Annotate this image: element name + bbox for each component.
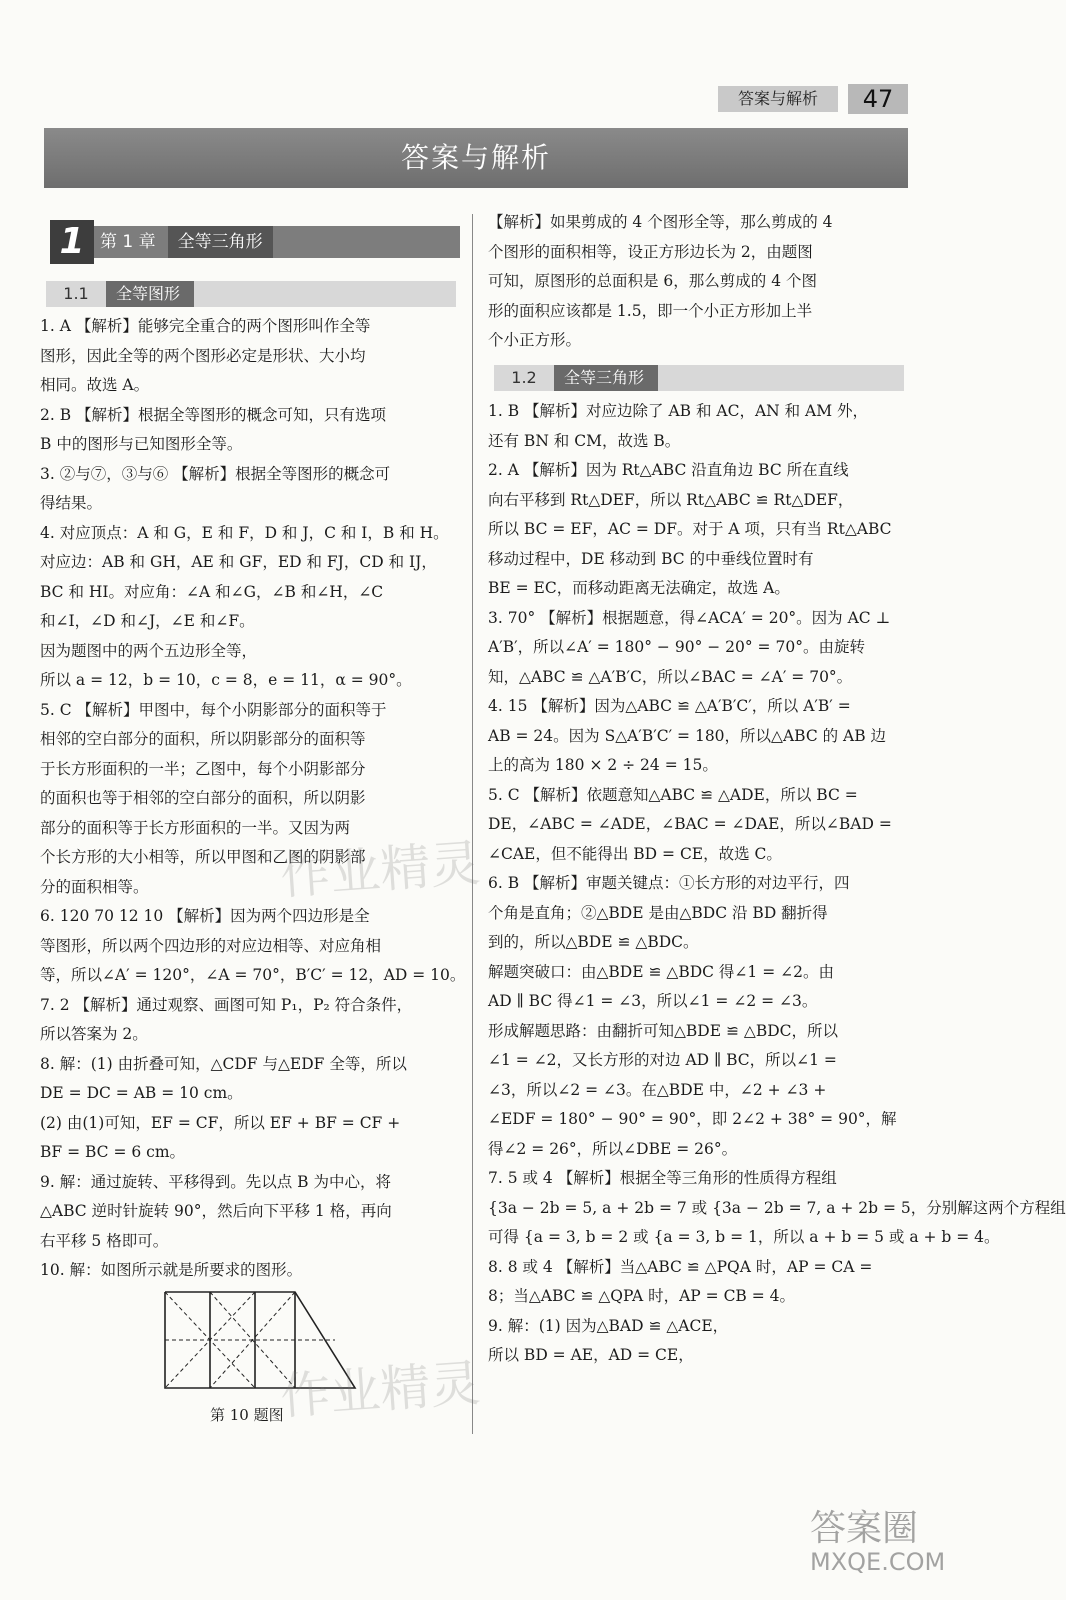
chapter-heading [50, 220, 460, 264]
text-line: 相邻的空白部分的面积，所以阴影部分的面积等 [40, 730, 366, 748]
text-line: AD ∥ BC 得∠1 = ∠3，所以∠1 = ∠2 = ∠3。 [488, 992, 818, 1010]
text-line: 因为题图中的两个五边形全等， [40, 641, 258, 660]
text-line: ∠CAE，但不能得出 BD = CE，故选 C。 [488, 844, 782, 863]
section-heading-1-2 [494, 365, 904, 391]
text-line: 上的高为 180 × 2 ÷ 24 = 15。 [488, 756, 718, 774]
right-column [488, 397, 1066, 1371]
text-line: 9. 解：(1) 因为△BAD ≌ △ACE， [488, 1316, 729, 1335]
watermark-url: MXQE.COM [810, 1548, 946, 1576]
text-line: 3. ②与⑦，③与⑥ 【解析】根据全等图形的概念可 [40, 464, 391, 483]
text-line: 等，所以∠A′ = 120°，∠A = 70°，B′C′ = 12，AD = 10。 [40, 966, 466, 984]
text-line: 分的面积相等。 [40, 877, 149, 896]
text-line: 所以答案为 2。 [40, 1025, 148, 1043]
text-line: △ABC 逆时针旋转 90°，然后向下平移 1 格，再向 [40, 1202, 392, 1220]
text-line: 2. B 【解析】根据全等图形的概念可知，只有选项 [40, 405, 387, 424]
text-line: AB = 24。因为 S△A′B′C′ = 180，所以△ABC 的 AB 边 [488, 726, 887, 745]
text-line: 的面积也等于相邻的空白部分的面积，所以阴影 [40, 789, 366, 807]
chapter-label-text: 第 1 章 [100, 232, 156, 252]
text-line: 1. A 【解析】能够完全重合的两个图形叫作全等 [40, 317, 371, 335]
text-line: 形成解题思路：由翻折可知△BDE ≌ △BDC，所以 [488, 1021, 838, 1040]
text-line: DE，∠ABC = ∠ADE，∠BAC = ∠DAE，所以∠BAD = [488, 815, 892, 833]
text-line: 8. 解：(1) 由折叠可知，△CDF 与△EDF 全等，所以 [40, 1054, 407, 1073]
text-line: 得∠2 = 26°，所以∠DBE = 26°。 [488, 1139, 738, 1158]
text-line: 个小正方形。 [488, 331, 582, 349]
text-line: 可知，原图形的总面积是 6，那么剪成的 4 个图 [488, 272, 818, 290]
text-line: 于长方形面积的一半；乙图中，每个小阴影部分 [40, 759, 366, 778]
figure-caption: 第 10 题图 [210, 1406, 284, 1424]
text-line: 8. 8 或 4 【解析】当△ABC ≌ △PQA 时，AP = CA = [488, 1257, 873, 1276]
text-line: 6. 120 70 12 10 【解析】因为两个四边形是全 [40, 907, 370, 925]
text-line: 移动过程中，DE 移动到 BC 的中垂线位置时有 [488, 549, 814, 568]
text-line: 解题突破口：由△BDE ≌ △BDC 得∠1 = ∠2。由 [488, 962, 834, 981]
text-line: BE = EC，而移动距离无法确定，故选 A。 [488, 579, 790, 597]
chapter-title: 全等三角形 [168, 226, 273, 258]
text-line: 所以 BD = AE，AD = CE， [488, 1346, 694, 1364]
text-line: B 中的图形与已知图形全等。 [40, 435, 243, 453]
text-line: BC 和 HI。对应角：∠A 和∠G，∠B 和∠H，∠C [40, 582, 384, 601]
text-line: (2) 由(1)可知，EF = CF，所以 EF + BF = CF + [40, 1113, 401, 1132]
right-column-continuation [488, 208, 908, 356]
text-line: 个图形的面积相等，设正方形边长为 2，由题图 [488, 242, 813, 261]
text-line: 4. 15 【解析】因为△ABC ≌ △A′B′C′，所以 A′B′ = [488, 697, 851, 715]
text-line: 10. 解：如图所示就是所要求的图形。 [40, 1261, 303, 1279]
section-number: 1.2 [511, 368, 537, 387]
chapter-label [94, 226, 460, 258]
section-heading-1-1 [46, 281, 456, 307]
watermark-logo: 答案圈 [810, 1508, 919, 1549]
text-line: A′B′，所以∠A′ = 180° − 90° − 20° = 70°。由旋转 [488, 638, 865, 656]
text-line: 【解析】如果剪成的 4 个图形全等，那么剪成的 4 [488, 213, 833, 231]
text-line: 6. B 【解析】审题关键点：①长方形的对边平行，四 [488, 874, 850, 892]
text-line: 4. 对应顶点：A 和 G，E 和 F，D 和 J，C 和 I，B 和 H。 [40, 523, 449, 542]
text-line: 3. 70° 【解析】根据题意，得∠ACA′ = 20°。因为 AC ⊥ [488, 608, 891, 627]
text-line: 向右平移到 Rt△DEF，所以 Rt△ABC ≌ Rt△DEF， [488, 490, 854, 509]
section-title: 全等三角形 [554, 365, 658, 391]
text-line: ∠3，所以∠2 = ∠3。在△BDE 中，∠2 + ∠3 + [488, 1080, 827, 1099]
text-line: 个角是直角；②△BDE 是由△BDC 沿 BD 翻折得 [488, 903, 828, 922]
text-line: 右平移 5 格即可。 [40, 1231, 169, 1250]
text-line: 图形，因此全等的两个图形必定是形状、大小均 [40, 346, 366, 365]
text-line: 2. A 【解析】因为 Rt△ABC 沿直角边 BC 所在直线 [488, 461, 849, 479]
text-line: 个长方形的大小相等，所以甲图和乙图的阴影部 [40, 848, 366, 866]
text-line: 和∠I，∠D 和∠J，∠E 和∠F。 [40, 612, 255, 630]
text-line: 7. 2 【解析】通过观察、画图可知 P₁，P₂ 符合条件， [40, 995, 413, 1014]
text-line: ∠EDF = 180° − 90° = 90°，即 2∠2 + 38° = 90°，解 [488, 1110, 897, 1128]
text-line: ∠1 = ∠2，又长方形的对边 AD ∥ BC，所以∠1 = [488, 1051, 837, 1069]
text-line: {3a − 2b = 5, a + 2b = 7 或 {3a − 2b = 7, a + 2b = 5，分别解这两个方程组 [488, 1198, 1066, 1217]
text-line: BF = BC = 6 cm。 [40, 1143, 186, 1161]
text-line: 得结果。 [40, 494, 103, 512]
text-line: 还有 BN 和 CM，故选 B。 [488, 431, 681, 450]
text-line: 形的面积应该都是 1.5，即一个小正方形加上半 [488, 301, 813, 320]
text-line: 到的，所以△BDE ≌ △BDC。 [488, 933, 699, 951]
text-line: DE = DC = AB = 10 cm。 [40, 1084, 243, 1102]
watermark: 作业精灵 [278, 1354, 483, 1426]
text-line: 5. C 【解析】依题意知△ABC ≌ △ADE，所以 BC = [488, 785, 858, 804]
page-title-banner: 答案与解析 [44, 128, 908, 188]
left-column [40, 312, 466, 1286]
chapter-number-badge: 1 [50, 220, 94, 264]
text-line: 等图形，所以两个四边形的对应边相等、对应角相 [40, 936, 382, 955]
text-line: 7. 5 或 4 【解析】根据全等三角形的性质得方程组 [488, 1169, 837, 1187]
text-line: 可得 {a = 3, b = 2 或 {a = 3, b = 1，所以 a + b = 5 或 a + b = 4。 [488, 1228, 1000, 1246]
section-number: 1.1 [63, 284, 89, 303]
text-line: 对应边：AB 和 GH，AE 和 GF，ED 和 FJ，CD 和 IJ， [40, 553, 437, 571]
text-line: 知，△ABC ≌ △A′B′C，所以∠BAC = ∠A′ = 70°。 [488, 667, 853, 686]
text-line: 相同。故选 A。 [40, 376, 150, 394]
running-header-tag: 答案与解析 [718, 86, 838, 112]
text-line: 5. C 【解析】甲图中，每个小阴影部分的面积等于 [40, 700, 387, 719]
section-title: 全等图形 [106, 281, 194, 307]
text-line: 8；当△ABC ≌ △QPA 时，AP = CB = 4。 [488, 1287, 796, 1305]
page-number: 47 [848, 84, 908, 114]
watermark: 作业精灵 [278, 834, 483, 906]
text-line: 所以 a = 12，b = 10，c = 8，e = 11，α = 90°。 [40, 671, 412, 689]
text-line: 9. 解：通过旋转、平移得到。先以点 B 为中心，将 [40, 1172, 391, 1191]
text-line: 所以 BC = EF，AC = DF。对于 A 项，只有当 Rt△ABC [488, 520, 892, 538]
text-line: 1. B 【解析】对应边除了 AB 和 AC，AN 和 AM 外， [488, 402, 869, 420]
text-line: 部分的面积等于长方形面积的一半。又因为两 [40, 818, 351, 837]
